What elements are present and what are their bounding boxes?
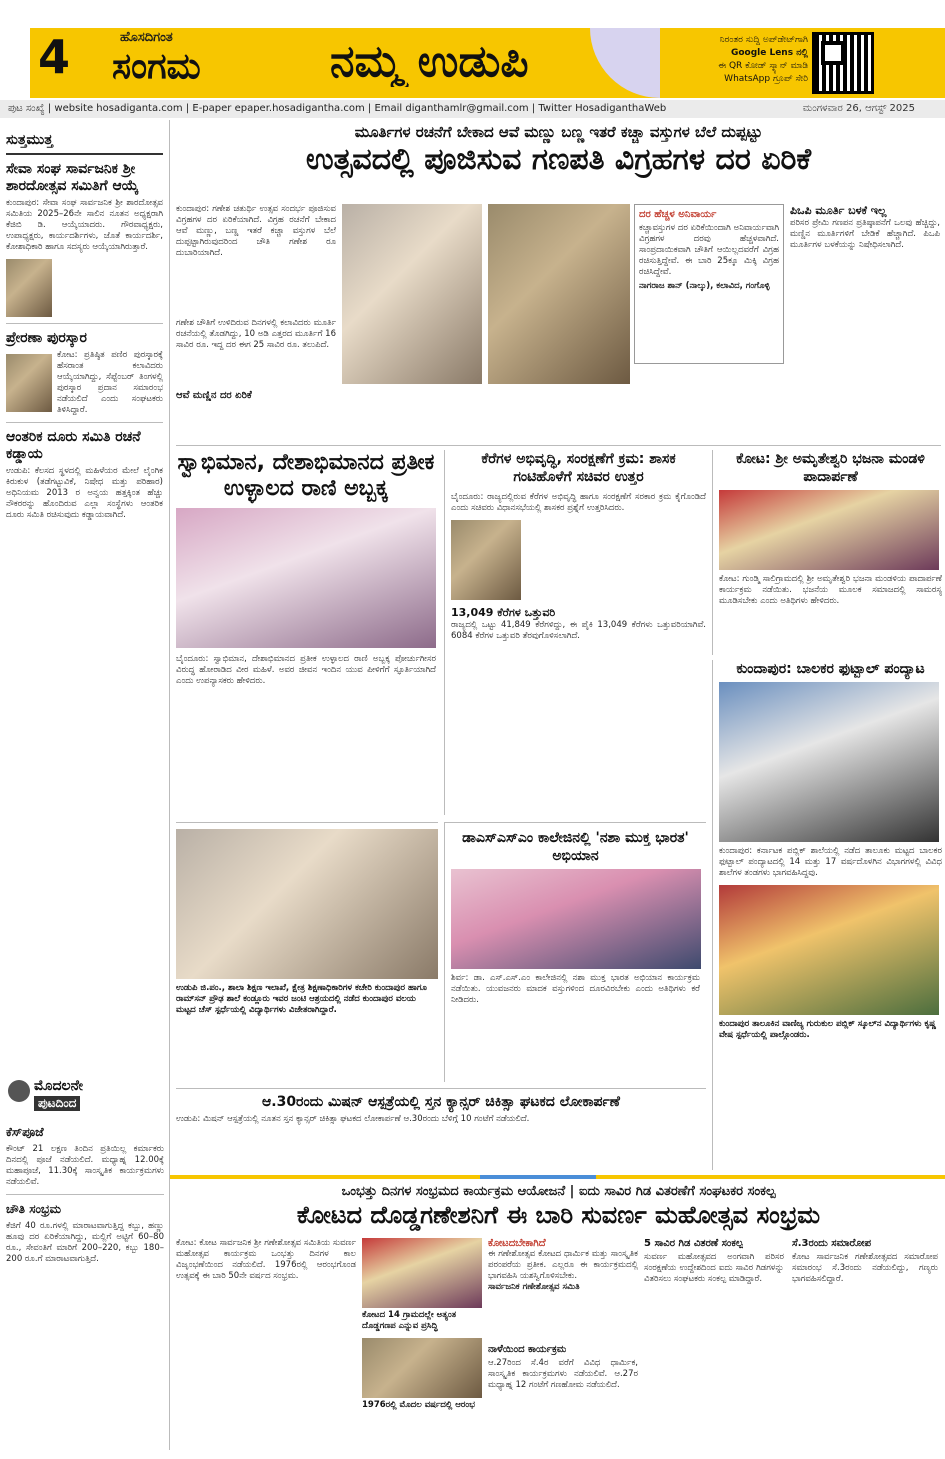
- edition-title: ನಮ್ಮ ಉಡುಪಿ: [330, 36, 529, 87]
- brand-small: ಹೊಸದಿಗಂತ: [120, 30, 173, 45]
- artist-photo: [488, 204, 630, 384]
- story-body: ಉಡುಪಿ: ಕೆಲಸದ ಸ್ಥಳದಲ್ಲಿ ಮಹಿಳೆಯರ ಮೇಲೆ ಲೈಂಗಿಕ ಕಿರುಕುಳ (ತಡೆಗಟ್ಟುವಿಕೆ, ನಿಷೇಧ ಮತ್ತು ಪರಿಹಾರ) ಅಧಿನಿಯಮ 2013 ರ ಅನ್ವಯ ಹತ್ತಕ್ಕಿಂತ ಹೆಚ್ಚು ನೌಕರರನ್ನು ಹೊಂದಿರುವ ಎಲ್ಲಾ ಸಂಸ್ಥೆಗಳು ಆಂತರಿಕ ದೂರು ಸಮಿತಿ ರಚಿಸುವುದು ಕಡ್ಡಾಯವಾಗಿದೆ.: [6, 466, 163, 520]
- info-box: [634, 204, 784, 364]
- divider: [176, 445, 941, 446]
- nasha-story: [444, 822, 706, 1082]
- quote-sign: ಸಾರ್ವಜನಿಕ ಗಣೇಶೋತ್ಸವ ಸಮಿತಿ: [488, 1282, 580, 1292]
- twitter-link[interactable]: Twitter HosadiganthaWeb: [538, 103, 667, 114]
- qr-line: WhatsApp ಗ್ರೂಪ್ ಸೇರಿ: [724, 74, 808, 84]
- photo-caption: ಉಡುಪಿ ಜಿ.ಪಂ., ಶಾಲಾ ಶಿಕ್ಷಣ ಇಲಾಖೆ, ಕ್ಷೇತ್ರ ಶಿಕ್ಷಣಾಧಿಕಾರಿಗಳ ಕಚೇರಿ ಕುಂದಾಪುರ ಹಾಗೂ ರಾಮ್‌ಸನ್ ಪ್ರೌಢ ಶಾಲೆ ಕಂಡ್ಲೂರು ಇವರ ಜಂಟಿ ಆಶ್ರಯದಲ್ಲಿ ನಡೆದ ಕುಂದಾಪುರ ವಲಯ ಮಟ್ಟದ ಚೆಸ್ ಸ್ಪರ್ಧೆಯಲ್ಲಿ ವಿದ್ಯಾರ್ಥಿಗಳು ವಿಜೇತರಾಗಿದ್ದಾರೆ.: [176, 983, 427, 1015]
- story-body: ಬೈಂದೂರು: ಸ್ವಾಭಿಮಾನ, ದೇಶಾಭಿಮಾನದ ಪ್ರತೀಕ ಉಳ್ಳಾಲದ ರಾಣಿ ಅಬ್ಬಕ್ಕ ಪೋರ್ಚುಗೀಸರ ವಿರುದ್ಧ ಹೋರಾಡಿದ ವೀರ ಮಹಿಳೆ. ಅವರ ಜೀವನ ಇಂದಿನ ಯುವ ಪೀಳಿಗೆಗೆ ಸ್ಫೂರ್ತಿಯಾಗಿದೆ ಎಂದು ಉಪನ್ಯಾಸಕರು ಹೇಳಿದರು.: [176, 654, 436, 686]
- story-body: ಶಿರ್ವ: ಡಾ. ಎಸ್.ಎಸ್.ಎಂ ಕಾಲೇಜಿನಲ್ಲಿ ನಶಾ ಮುಕ್ತ ಭಾರತ ಅಭಿಯಾನ ಕಾರ್ಯಕ್ರಮ ನಡೆಯಿತು. ಯುವಜನರು ಮಾದಕ ವಸ್ತುಗಳಿಂದ ದೂರವಿರಬೇಕು ಎಂದು ಅತಿಥಿಗಳು ಕರೆ ನೀಡಿದರು.: [451, 973, 700, 1005]
- story-title: ಸೇವಾ ಸಂಘ ಸಾರ್ವಜನಿಕ ಶ್ರೀ ಶಾರದೋತ್ಸವ ಸಮಿತಿಗೆ ಆಯ್ಕೆ: [6, 161, 139, 194]
- bottom-sub: ಸೆ.3ರಂದು ಸಮಾರೋಪ: [792, 1238, 872, 1249]
- quote-title: ಕೋಟದಬೇಕಾಗಿದೆ: [488, 1238, 546, 1249]
- story-body: ಕುಂದಾಪುರ: ಸೇವಾ ಸಂಘ ಸಾರ್ವಜನಿಕ ಶ್ರೀ ಶಾರದೋತ್ಸವ ಸಮಿತಿಯ 2025–26ನೇ ಸಾಲಿನ ನೂತನ ಅಧ್ಯಕ್ಷರಾಗಿ ಕೆಜಿಬಿ ಡಿ. ಆಯ್ಕೆಯಾದರು. ಗೌರವಾಧ್ಯಕ್ಷರು, ಉಪಾಧ್ಯಕ್ಷರು, ಕಾರ್ಯದರ್ಶಿಗಳು, ಜೊತೆ ಕಾರ್ಯದರ್ಶಿ, ಕೋಶಾಧಿಕಾರಿ ಹಾಗೂ ಸದಸ್ಯರು ಆಯ್ಕೆಯಾಗಿರುತ್ತಾರೆ.: [6, 198, 163, 252]
- story-body: ಸುವರ್ಣ ಮಹೋತ್ಸವದ ಅಂಗವಾಗಿ ಪರಿಸರ ಸಂರಕ್ಷಣೆಯ ಉದ್ದೇಶದಿಂದ ಐದು ಸಾವಿರ ಗಿಡಗಳನ್ನು ವಿತರಿಸಲು ಸಂಘಟಕರು ಸಂಕಲ್ಪ ಮಾಡಿದ್ದಾರೆ.: [644, 1252, 784, 1284]
- story-body: ಆ.27ರಿಂದ ಸೆ.4ರ ವರೆಗೆ ವಿವಿಧ ಧಾರ್ಮಿಕ, ಸಾಂಸ್ಕೃತಿಕ ಕಾರ್ಯಕ್ರಮಗಳು ನಡೆಯಲಿವೆ. ಆ.27ರ ಮಧ್ಯಾಹ್ನ 12 ಗಂಟೆಗೆ ಗಣಹೋಮ ನಡೆಯಲಿದೆ.: [488, 1358, 638, 1390]
- info-sign: ನಾಗರಾಜ ಶಾನ್ (ನಾಲ್ಕು), ಕಲಾವಿದ, ಗಂಗೊಳ್ಳಿ: [639, 281, 770, 291]
- pen-icon: [8, 1080, 30, 1102]
- story-body: ಕೆಜಿಗೆ 40 ರೂ.ಗಳಲ್ಲಿ ಮಾರಾಟವಾಗುತ್ತಿದ್ದ ಕಬ್ಬು, ಹಣ್ಣು ಹೂವು ದರ ಏರಿಕೆಯಾಗಿದ್ದು, ಮಲ್ಲಿಗೆ ಅಟ್ಟಿಗೆ 60–80 ರೂ., ಸೇವಂತಿಗೆ ಮಾರಿಗೆ 200–220, ಕಬ್ಬು 180–200 ರೂ.ಗೆ ಮಾರಾಟವಾಗುತ್ತಿದೆ.: [6, 1221, 164, 1264]
- qr-line: ನಿರಂತರ ಸುದ್ದಿ ಅಪ್‌ಡೇಟ್‌ಗಾಗಿ: [719, 35, 808, 45]
- story-headline: ಕೋಟ: ಶ್ರೀ ಅಮೃತೇಶ್ವರಿ ಭಜನಾ ಮಂಡಳಿ ಪಾದಾರ್ಪಣೆ: [736, 451, 925, 485]
- students-story: [176, 822, 438, 1082]
- masthead: [0, 0, 945, 100]
- story-title: ಆಂತರಿಕ ದೂರು ಸಮಿತಿ ರಚನೆ ಕಡ್ಡಾಯ: [6, 429, 141, 462]
- lakes-story: [444, 450, 706, 815]
- bottom-sub: 5 ಸಾವಿರ ಗಿಡ ವಿತರಣೆ ಸಂಕಲ್ಪ: [644, 1238, 744, 1249]
- ganesha-photo: [362, 1238, 482, 1308]
- story-headline: ಸ್ವಾಭಿಮಾನ, ದೇಶಾಭಿಮಾನದ ಪ್ರತೀಕ ಉಳ್ಳಾಲದ ರಾಣಿ ಅಬ್ಬಕ್ಕ: [177, 450, 435, 501]
- story-title: ಕೆಸ್‌ಪೂಜೆ: [6, 1125, 44, 1139]
- decorative-strip: [170, 1175, 945, 1179]
- email-link[interactable]: Email diganthamlr@gmail.com: [374, 103, 529, 114]
- brand-main: ಸಂಗಮ: [112, 46, 201, 87]
- story-body: ಬೈಂದೂರು: ರಾಜ್ಯದಲ್ಲಿರುವ ಕೆರೆಗಳ ಅಭಿವೃದ್ಧಿ ಹಾಗೂ ಸಂರಕ್ಷಣೆಗೆ ಸರಕಾರ ಕ್ರಮ ಕೈಗೊಂಡಿದೆ ಎಂದು ಸಚಿವರು ವಿಧಾನಸಭೆಯಲ್ಲಿ ಶಾಸಕರ ಪ್ರಶ್ನೆಗೆ ಉತ್ತರಿಸಿದರು.: [451, 492, 706, 513]
- lead-story: [176, 122, 941, 442]
- pages-label: ಪುಟ ಸಂಖ್ಯೆ: [8, 103, 45, 114]
- photo-caption: ಕೋಟದ 14 ಗ್ರಾಮದಲ್ಲೇ ಅತ್ಯಂತ ದೊಡ್ಡಗಣಪ ಎನ್ನುವ ಪ್ರಸಿದ್ಧಿ: [362, 1310, 457, 1331]
- bottom-kicker: ಒಂಭತ್ತು ದಿನಗಳ ಸಂಭ್ರಮದ ಕಾರ್ಯಕ್ರಮ ಆಯೋಜನೆ | ಐದು ಸಾವಿರ ಗಿಡ ವಿತರಣೆಗೆ ಸಂಘಟಕರ ಸಂಕಲ್ಪ: [341, 1184, 776, 1199]
- epaper-link[interactable]: E-paper epaper.hosadigantha.com: [192, 103, 365, 114]
- story-body: ಕೋಟ ಸಾರ್ವಜನಿಕ ಗಣೇಶೋತ್ಸವದ ಸಮಾರೋಪ ಸಮಾರಂಭ ಸೆ.3ರಂದು ನಡೆಯಲಿದ್ದು, ಗಣ್ಯರು ಭಾಗವಹಿಸಲಿದ್ದಾರೆ.: [792, 1252, 938, 1284]
- promo-subheading: ಪುಟದಿಂದ: [34, 1096, 80, 1111]
- divider: [6, 323, 163, 324]
- info-body: ಕಚ್ಚಾವಸ್ತುಗಳ ದರ ಏರಿಕೆಯಿಂದಾಗಿ ಅನಿವಾರ್ಯವಾಗಿ ವಿಗ್ರಹಗಳ ದರವು ಹೆಚ್ಚಳವಾಗಿದೆ. ಸಾಂಪ್ರದಾಯಿಕವಾಗಿ ಚೌತಿಗೆ ಆಯಿಲ್ಲದವರೆಗೆ ವಿಗ್ರಹ ರಚಿಸುತ್ತಿದ್ದೇವೆ. ಈ ಬಾರಿ 25ಕ್ಕೂ ಮಿಕ್ಕಿ ವಿಗ್ರಹ ರಚಿಸಿದ್ದೇವೆ.: [639, 223, 779, 277]
- football-story: [712, 660, 942, 1170]
- ganesha-photo: [342, 204, 482, 384]
- website-link[interactable]: website hosadiganta.com: [54, 103, 183, 114]
- story-title: ಪ್ರೇರಣಾ ಪುರಸ್ಕಾರ: [6, 330, 87, 346]
- portrait-photo: [6, 259, 52, 317]
- story-body: ಕೋಟ: ಗುಂಡ್ಮಿ ಸಾಲಿಗ್ರಾಮದಲ್ಲಿ ಶ್ರೀ ಅಮೃತೇಶ್ವರಿ ಭಜನಾ ಮಂಡಳಿಯ ಪಾದಾರ್ಪಣೆ ಕಾರ್ಯಕ್ರಮ ನಡೆಯಿತು. ಭಜನೆಯ ಮೂಲಕ ಸಮಾಜದಲ್ಲಿ ಸಾಮರಸ್ಯ ಮೂಡಿಸಬೇಕು ಎಂದು ಅತಿಥಿಗಳು ಹೇಳಿದರು.: [719, 574, 942, 606]
- story-body: ರಾಜ್ಯದಲ್ಲಿ ಒಟ್ಟು 41,849 ಕೆರೆಗಳಿದ್ದು, ಈ ಪೈಕಿ 13,049 ಕೆರೆಗಳು ಒತ್ತುವರಿಯಾಗಿವೆ. 6084 ಕೆರೆಗಳ ಒತ್ತುವರಿ ತೆರವುಗೊಳಿಸಲಾಗಿದೆ.: [451, 620, 706, 641]
- lead-body: ಕುಂದಾಪುರ: ಗಣೇಶ ಚತುರ್ಥಿ ಉತ್ಸವ ಸಂದರ್ಭ ಪೂಜಿಸುವ ವಿಗ್ರಹಗಳ ದರ ಏರಿಕೆಯಾಗಿದೆ. ವಿಗ್ರಹ ರಚನೆಗೆ ಬೇಕಾದ ಆವೆ ಮಣ್ಣು, ಬಣ್ಣ ಇತರೆ ಕಚ್ಚಾ ವಸ್ತುಗಳ ಬೆಲೆ ದುಪ್ಪಟ್ಟಾಗಿರುವುದರಿಂದ ಚೌತಿ ಗಣೇಶ ರೂ ದುಬಾರಿಯಾಗಿದೆ.: [176, 204, 336, 258]
- event-photo: [176, 508, 436, 648]
- story-subhead: 13,049 ಕೆರೆಗಳ ಒತ್ತುವರಿ: [451, 606, 556, 619]
- lead-subhead: ಆವೆ ಮಣ್ಣಿನ ದರ ಏರಿಕೆ: [176, 390, 252, 401]
- column-label: ಸುತ್ತಮುತ್ತ: [6, 132, 163, 155]
- story-headline: ಆ.30ರಂದು ಮಿಷನ್ ಆಸ್ಪತ್ರೆಯಲ್ಲಿ ಸ್ತನ ಕ್ಯಾನ್ಸರ್ ಚಿಕಿತ್ಸಾ ಘಟಕದ ಲೋಕಾರ್ಪಣೆ: [262, 1094, 620, 1110]
- side-title: ಪಿಒಪಿ ಮೂರ್ತಿ ಬಳಕೆ ಇಲ್ಲ: [790, 204, 887, 217]
- story-body: ಕುಂದಾಪುರ: ಕರ್ನಾಟಕ ಪಬ್ಲಿಕ್ ಶಾಲೆಯಲ್ಲಿ ನಡೆದ ತಾಲೂಕು ಮಟ್ಟದ ಬಾಲಕರ ಫುಟ್ಬಾಲ್ ಪಂದ್ಯಾಟದಲ್ಲಿ 14 ಮತ್ತು 17 ವರ್ಷದೊಳಗಿನ ವಿಭಾಗಗಳಲ್ಲಿ ವಿವಿಧ ಶಾಲೆಗಳ ತಂಡಗಳು ಭಾಗವಹಿಸಿದ್ದವು.: [719, 846, 942, 878]
- portrait-photo: [451, 520, 521, 600]
- photo-caption: 1976ರಲ್ಲಿ ಮೊದಲ ವರ್ಷದಲ್ಲಿ ಆರಂಭ: [362, 1400, 475, 1410]
- left-bottom: [6, 1118, 164, 1448]
- divider: [6, 1194, 164, 1195]
- ganesha-photo: [362, 1338, 482, 1398]
- issue-date: ಮಂಗಳವಾರ 26, ಆಗಸ್ಟ್ 2025: [802, 103, 915, 114]
- photo-caption: ಕುಂದಾಪುರ ತಾಲೂಕಿನ ವಾಣಿಜ್ಯ ಗುರುಕುಲ ಪಬ್ಲಿಕ್ ಸ್ಕೂಲ್‌ನ ವಿದ್ಯಾರ್ಥಿಗಳು ಕೃಷ್ಣ ವೇಷ ಸ್ಪರ್ಧೆಯಲ್ಲಿ ಪಾಲ್ಗೊಂಡರು.: [719, 1019, 937, 1040]
- story-body: ಉಡುಪಿ: ಮಿಷನ್ ಆಸ್ಪತ್ರೆಯಲ್ಲಿ ನೂತನ ಸ್ತನ ಕ್ಯಾನ್ಸರ್ ಚಿಕಿತ್ಸಾ ಘಟಕದ ಲೋಕಾರ್ಪಣೆ ಆ.30ರಂದು ಬೆಳಿಗ್ಗೆ 10 ಗಂಟೆಗೆ ನಡೆಯಲಿದೆ.: [176, 1114, 530, 1124]
- rally-photo: [451, 869, 701, 969]
- story-headline: ಕೆರೆಗಳ ಅಭಿವೃದ್ಧಿ, ಸಂರಕ್ಷಣೆಗೆ ಕ್ರಮ: ಶಾಸಕ ಗಂಟಿಹೊಳೆಗೆ ಸಚಿವರ ಉತ್ತರ: [481, 451, 676, 485]
- lead-body: ಗಣೇಶ ಚೌತಿಗೆ ಉಳಿದಿರುವ ದಿನಗಳಲ್ಲಿ ಕಲಾವಿದರು ಮೂರ್ತಿ ರಚನೆಯಲ್ಲಿ ತೊಡಗಿದ್ದು, 10 ಅಡಿ ಎತ್ತರದ ಮೂರ್ತಿಗೆ 16 ಸಾವಿರ ರೂ. ಇದ್ದ ದರ ಈಗ 25 ಸಾವಿರ ರೂ. ತಲುಪಿದೆ.: [176, 318, 336, 350]
- lead-headline: ಉತ್ಸವದಲ್ಲಿ ಪೂಜಿಸುವ ಗಣಪತಿ ವಿಗ್ರಹಗಳ ದರ ಏರಿಕೆ: [305, 142, 812, 177]
- story-body: ಕೋಟ: ಕೋಟ ಸಾರ್ವಜನಿಕ ಶ್ರೀ ಗಣೇಶೋತ್ಸವ ಸಮಿತಿಯ ಸುವರ್ಣ ಮಹೋತ್ಸವ ಕಾರ್ಯಕ್ರಮ ಒಂಭತ್ತು ದಿನಗಳ ಕಾಲ ವಿಜೃಂಭಣೆಯಿಂದ ನಡೆಯಲಿದೆ. 1976ರಲ್ಲಿ ಆರಂಭಗೊಂಡ ಉತ್ಸವಕ್ಕೆ ಈ ಬಾರಿ 50ನೇ ವರ್ಷದ ಸಂಭ್ರಮ.: [176, 1238, 356, 1281]
- info-bar: ಪುಟ ಸಂಖ್ಯೆ | website hosadiganta.com | E-paper epaper.hosadigantha.com | Email diganthamlr@gmail.com | Twitter HosadiganthaWeb ಮಂಗಳವಾರ 26, ಆಗಸ್ಟ್ 2025: [0, 100, 945, 118]
- quote-body: ಈ ಗಣೇಶೋತ್ಸವ ಕೋಟದ ಧಾರ್ಮಿಕ ಮತ್ತು ಸಾಂಸ್ಕೃತಿಕ ಪರಂಪರೆಯ ಪ್ರತೀಕ. ಎಲ್ಲರೂ ಈ ಕಾರ್ಯಕ್ರಮದಲ್ಲಿ ಭಾಗವಹಿಸಿ ಯಶಸ್ವಿಗೊಳಿಸಬೇಕು.: [488, 1249, 638, 1281]
- story-headline: ಡಾಎಸ್‌ಎಸ್‌ಎಂ ಕಾಲೇಜಿನಲ್ಲಿ 'ನಶಾ ಮುಕ್ತ ಭಾರತ' ಅಭಿಯಾನ: [462, 830, 689, 864]
- portrait-photo: [6, 354, 52, 412]
- story-headline: ಕುಂದಾಪುರ: ಬಾಲಕರ ಫುಟ್ಬಾಲ್ ಪಂದ್ಯಾಟ: [736, 661, 925, 677]
- side-box: [790, 204, 940, 434]
- quote-box: [488, 1238, 638, 1338]
- qr-line: Google Lens ನಲ್ಲಿ: [730, 48, 808, 58]
- lead-kicker: ಮೂರ್ತಿಗಳ ರಚನೆಗೆ ಬೇಕಾದ ಆವೆ ಮಣ್ಣು ಬಣ್ಣ ಇತರೆ ಕಚ್ಚಾ ವಸ್ತುಗಳ ಬೆಲೆ ದುಪ್ಪಟ್ಟು: [354, 123, 763, 141]
- promo-heading: ಮೊದಲನೇ: [34, 1078, 83, 1094]
- bottom-story: [176, 1182, 941, 1454]
- bottom-headline: ಕೋಟದ ದೊಡ್ಡಗಣೇಶನಿಗೆ ಈ ಬಾರಿ ಸುವರ್ಣ ಮಹೋತ್ಸವ ಸಂಭ್ರಮ: [296, 1201, 821, 1229]
- team-photo: [719, 682, 939, 842]
- story-title: ಚೌತಿ ಸಂಭ್ರಮ: [6, 1202, 62, 1216]
- event-photo: [719, 490, 939, 570]
- bottom-sub: ನಾಳೆಯಿಂದ ಕಾರ್ಯಕ್ರಮ: [488, 1344, 567, 1355]
- students-photo: [176, 829, 438, 979]
- qr-line: ಈ QR ಕೋಡ್ ಸ್ಕ್ಯಾನ್ ಮಾಡಿ: [718, 61, 808, 71]
- info-title: ದರ ಹೆಚ್ಚಳ ಅನಿವಾರ್ಯ: [639, 209, 717, 220]
- event-photo: [719, 885, 939, 1015]
- side-body: ಪರಿಸರ ಪ್ರೇಮಿ ಗಣಪನ ಪ್ರತಿಷ್ಠಾಪನೆಗೆ ಒಲವು ಹೆಚ್ಚಿದ್ದು, ಮಣ್ಣಿನ ಮೂರ್ತಿಗಳಿಗೆ ಬೇಡಿಕೆ ಹೆಚ್ಚಾಗಿದೆ. ಪಿಒಪಿ ಮೂರ್ತಿಗಳ ಬಳಕೆಯನ್ನು ನಿಷೇಧಿಸಲಾಗಿದೆ.: [790, 218, 940, 250]
- qr-instructions: [690, 34, 808, 86]
- story-body: ಕೋಟ: ಪ್ರತಿಷ್ಠಿತ ಪಣಿರ ಪುರಸ್ಕಾರಕ್ಕೆ ಹೆಸರಾಂತ ಕಲಾವಿದರು ಆಯ್ಕೆಯಾಗಿದ್ದು, ಸೆಪ್ಟೆಂಬರ್ ತಿಂಗಳಲ್ಲಿ ಪುರಸ್ಕಾರ ಪ್ರದಾನ ಸಮಾರಂಭ ನಡೆಯಲಿದೆ ಎಂದು ಸಂಘಟಕರು ತಿಳಿಸಿದ್ದಾರೆ.: [57, 350, 163, 415]
- cancer-story: [176, 1088, 706, 1172]
- divider: [6, 422, 163, 423]
- page-number: 4: [38, 30, 71, 84]
- kota-story: [712, 450, 942, 655]
- story-body: ಕೌಂಟ್ 21 ಲಕ್ಷಣ ತಿಂದಿನ ಪ್ರತಿಯಿಲ್ಲ ಕರ್ಮಾಕರು ದಿನದಲ್ಲಿ ಪೂಜೆ ನಡೆಯಲಿದೆ. ಮಧ್ಯಾಹ್ನ 12.00ಕ್ಕೆ ಮಹಾಪೂಜೆ, 11.30ಕ್ಕೆ ಸಾಂಸ್ಕೃತಿಕ ಕಾರ್ಯಕ್ರಮಗಳು ನಡೆಯಲಿವೆ.: [6, 1144, 164, 1187]
- abbakka-story: [176, 450, 436, 815]
- qr-code-icon: [812, 32, 874, 94]
